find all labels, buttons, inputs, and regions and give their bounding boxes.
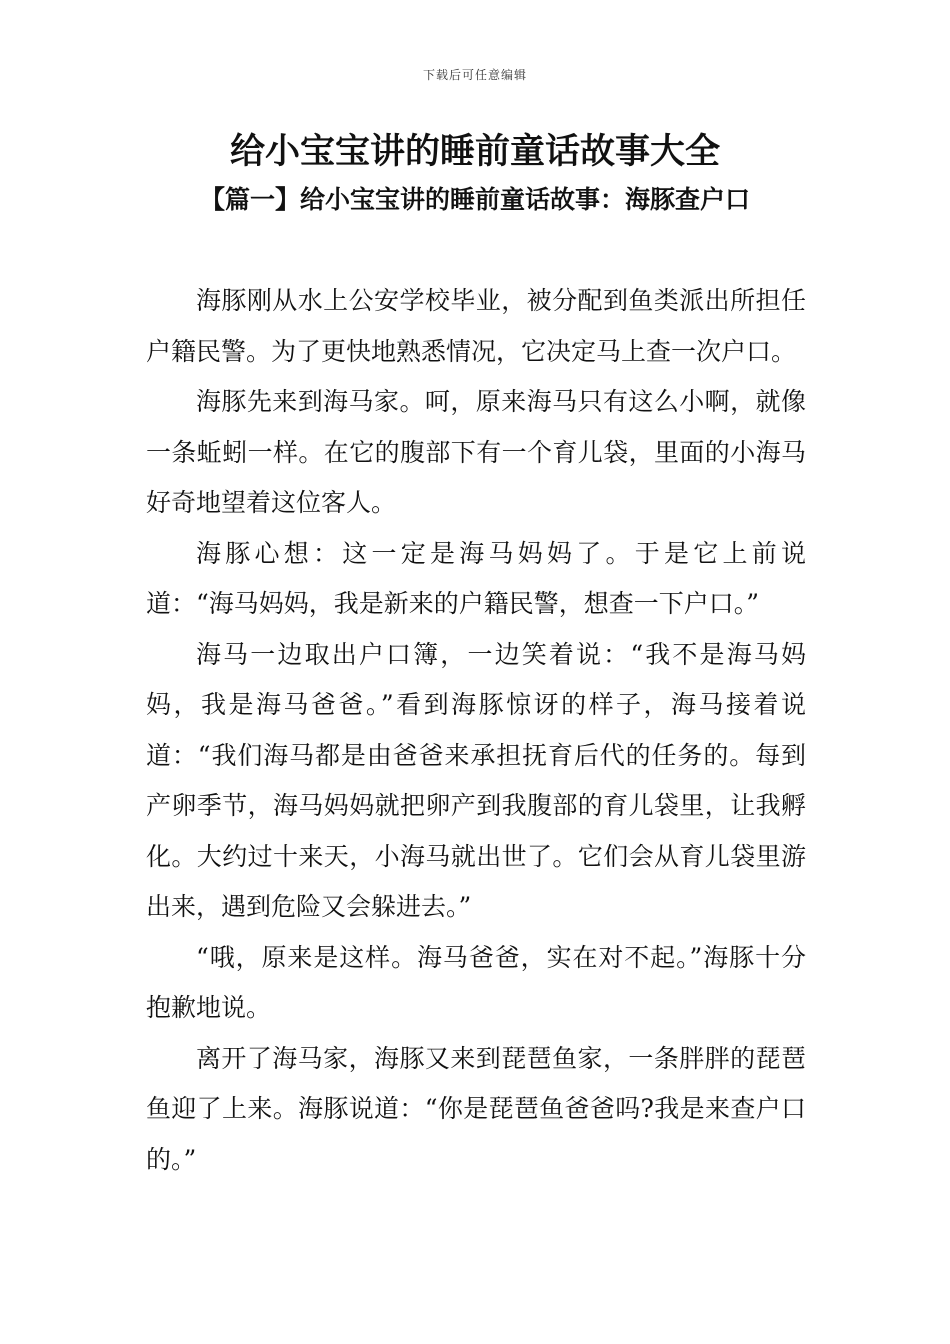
paragraph: 海豚心想：这一定是海马妈妈了。于是它上前说道：“海马妈妈，我是新来的户籍民警，想查一下户口。” xyxy=(146,538,806,618)
document-title: 给小宝宝讲的睡前童话故事大全 xyxy=(229,132,720,172)
paragraph: “哦，原来是这样。海马爸爸，实在对不起。”海豚十分抱歉地说。 xyxy=(146,942,806,1022)
paragraph: 海马一边取出户口簿，一边笑着说：“我不是海马妈妈，我是海马爸爸。”看到海豚惊讶的样子，海马接着说道：“我们海马都是由爸爸来承担抚育后代的任务的。每到产卵季节，海马妈妈就把卵产到我腹部的育儿袋里，让我孵化。大约过十来天，小海马就出世了。它们会从育儿袋里游出来，遇到危险又会躲进去。” xyxy=(146,639,806,921)
paragraph: 海豚刚从水上公安学校毕业，被分配到鱼类派出所担任户籍民警。为了更快地熟悉情况，它决定马上查一次户口。 xyxy=(146,286,806,366)
paragraph: 离开了海马家，海豚又来到琵琶鱼家，一条胖胖的琵琶鱼迎了上来。海豚说道：“你是琵琶鱼爸爸吗?我是来查户口的。” xyxy=(146,1043,806,1174)
header-note: 下载后可任意编辑 xyxy=(422,68,527,82)
document-body xyxy=(146,276,806,1185)
document-subtitle: 【篇一】给小宝宝讲的睡前童话故事：海豚查户口 xyxy=(199,185,750,214)
paragraph: 海豚先来到海马家。呵，原来海马只有这么小啊，就像一条蚯蚓一样。在它的腹部下有一个育儿袋，里面的小海马好奇地望着这位客人。 xyxy=(146,387,806,517)
